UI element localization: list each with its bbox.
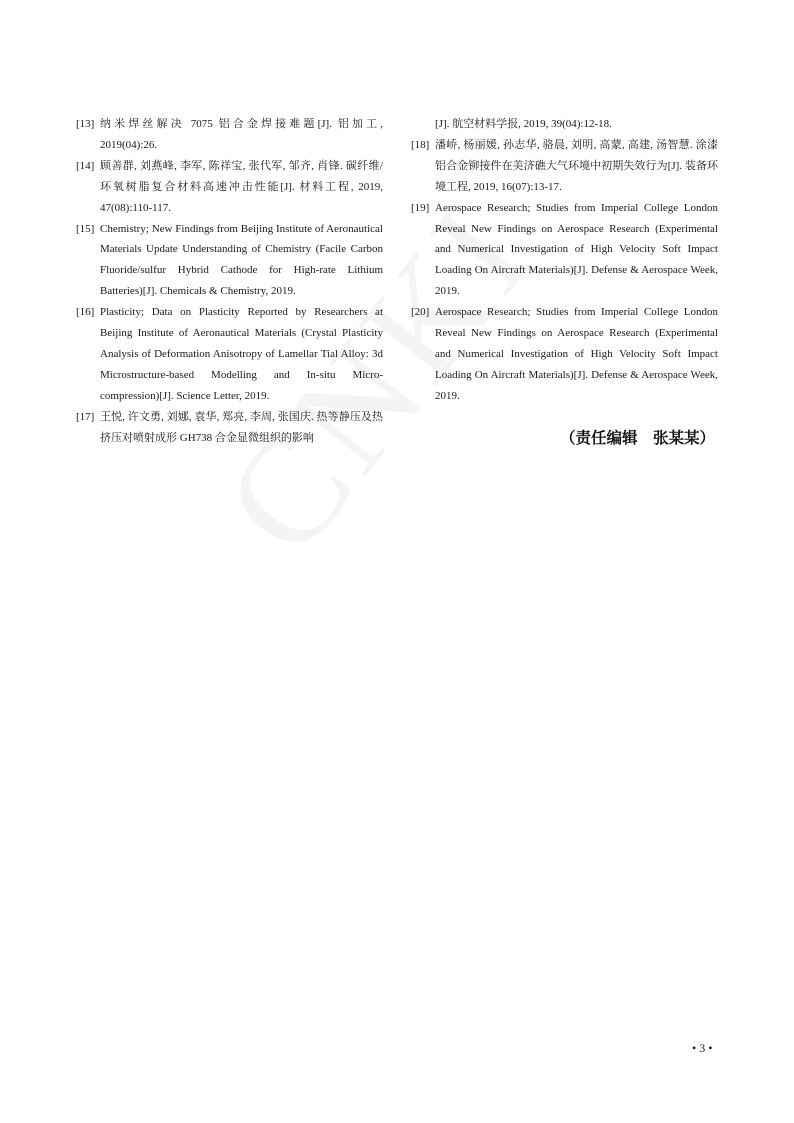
reference-item (76, 219, 383, 303)
reference-item (76, 156, 383, 219)
references-right-column (411, 114, 718, 407)
reference-text: Plasticity; Data on Plasticity Reported by Researchers at Beijing Institute of Aeronautical Materials (Crystal Plasticity Analysis of Deformation Anisotropy of Lamellar Tial Alloy: 3d Microstructure-based Modelling and In-situ Micro-compression)[J]. Science Letter, 2019. (100, 306, 383, 402)
reference-text: Chemistry; New Findings from Beijing Institute of Aeronautical Materials Update Understanding of Chemistry (Facile Carbon Fluoride/sulfur Hybrid Cathode for High-rate Lithium Batteries)[J]. Chemicals & Chemistry, 2019. (100, 222, 383, 298)
reference-number: [16] (76, 306, 95, 319)
reference-continuation: [J]. 航空材料学报, 2019, 39(04):12-18. (435, 118, 612, 130)
reference-item (411, 135, 718, 198)
reference-text: 顾善群, 刘燕峰, 李军, 陈祥宝, 张代军, 邹齐, 肖锋. 碳纤维/环氧树脂复合材料高速冲击性能[J]. 材料工程, 2019, 47(08):110-117. (100, 159, 383, 214)
reference-number: [15] (76, 222, 95, 235)
reference-number: [14] (76, 159, 95, 172)
reference-number: [18] (411, 138, 430, 151)
references-left-column (76, 114, 383, 449)
reference-item (411, 198, 718, 303)
reference-text: Aerospace Research; Studies from Imperial College London Reveal New Findings on Aerospace Research (Experimental and Numerical Investigation of High Velocity Soft Impact Loading On Aircraft Materials)[J]. Defense & Aerospace Week, 2019. (435, 201, 718, 298)
reference-text: 王悦, 许文勇, 刘娜, 袁华, 郑亮, 李周, 张国庆. 热等静压及热挤压对喷射成形 GH738 合金显微组织的影响 (100, 410, 383, 444)
reference-text: 纳米焊丝解决 7075 铝合金焊接难题[J]. 铝加工, 2019(04):26. (100, 118, 383, 151)
reference-number: [17] (76, 410, 95, 423)
reference-text: 潘峤, 杨丽媛, 孙志华, 骆晨, 刘明, 高蒙, 高建, 汤智慧. 涂漆铝合金铆接件在美济礁大气环境中初期失效行为[J]. 装备环境工程, 2019, 16(07):13-17. (435, 138, 718, 193)
page-number: • 3 • (692, 1041, 713, 1055)
reference-item (76, 302, 383, 407)
responsible-editor: （责任编辑 张某某） (560, 429, 716, 447)
reference-item (411, 302, 718, 407)
reference-number: [19] (411, 201, 430, 214)
reference-item (76, 407, 383, 449)
reference-number: [20] (411, 306, 430, 319)
reference-number: [13] (76, 118, 95, 130)
reference-text: Aerospace Research; Studies from Imperial College London Reveal New Findings on Aerospace Research (Experimental and Numerical Investigation of High Velocity Soft Impact Loading On Aircraft Materials)[J]. Defense & Aerospace Week, 2019. (435, 306, 718, 402)
reference-item (76, 114, 383, 156)
